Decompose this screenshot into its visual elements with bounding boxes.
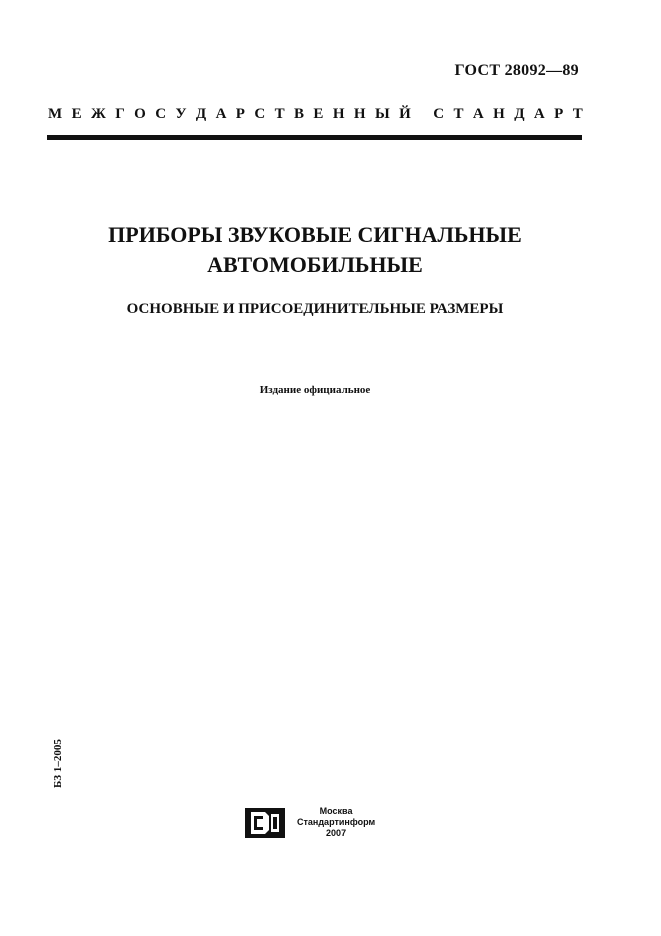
standard-type-heading — [48, 106, 583, 123]
standard-type-letter: Й — [399, 106, 411, 122]
header-rule — [47, 135, 582, 140]
standard-type-letter: Д — [514, 106, 525, 122]
publisher-year: 2007 — [326, 828, 347, 838]
publisher-text — [297, 806, 375, 839]
standard-type-letter: О — [134, 106, 146, 122]
standard-type-letter: Ы — [374, 106, 390, 122]
standard-type-letter: С — [254, 106, 266, 122]
standard-type-letter: Р — [235, 106, 245, 122]
standard-type-letter: Т — [274, 106, 285, 122]
main-title-line-1: ПРИБОРЫ ЗВУКОВЫЕ СИГНАЛЬНЫЕ — [108, 222, 522, 247]
publisher-name: Стандартинформ — [297, 817, 376, 827]
standartinform-logo-icon — [245, 808, 285, 838]
standard-type-letter: Е — [71, 106, 82, 122]
standard-type-letter: М — [48, 106, 63, 122]
standard-type-gap — [420, 106, 424, 123]
standard-type-letter: В — [294, 106, 305, 122]
standard-type-letter: А — [215, 106, 227, 122]
subtitle: ОСНОВНЫЕ И ПРИСОЕДИНИТЕЛЬНЫЕ РАЗМЕРЫ — [126, 301, 504, 317]
main-title-line-2: АВТОМОБИЛЬНЫЕ — [207, 252, 423, 277]
document-code: ГОСТ 28092—89 — [454, 62, 579, 79]
side-code: БЗ 1–2005 — [52, 739, 64, 788]
standard-type-letter: С — [433, 106, 445, 122]
standard-type-letter: А — [533, 106, 545, 122]
standard-type-letter: Т — [453, 106, 464, 122]
standard-type-letter: Т — [572, 106, 583, 122]
standard-type-letter: Д — [195, 106, 207, 122]
standard-type-letter: Г — [115, 106, 125, 122]
standard-type-letter: А — [472, 106, 484, 122]
main-title — [0, 220, 630, 280]
publisher-city: Москва — [319, 806, 353, 816]
standard-type-letter: С — [155, 106, 167, 122]
standard-type-letter: У — [175, 106, 187, 122]
edition-note: Издание официальное — [259, 384, 371, 396]
standard-type-letter: Р — [554, 106, 564, 122]
standard-type-letter: Е — [313, 106, 324, 122]
publisher-block — [245, 806, 375, 839]
standard-type-letter: Н — [332, 106, 345, 122]
standard-type-letter: Н — [493, 106, 505, 122]
standard-type-letter: Ж — [90, 106, 106, 122]
standard-type-letter: Н — [353, 106, 366, 122]
